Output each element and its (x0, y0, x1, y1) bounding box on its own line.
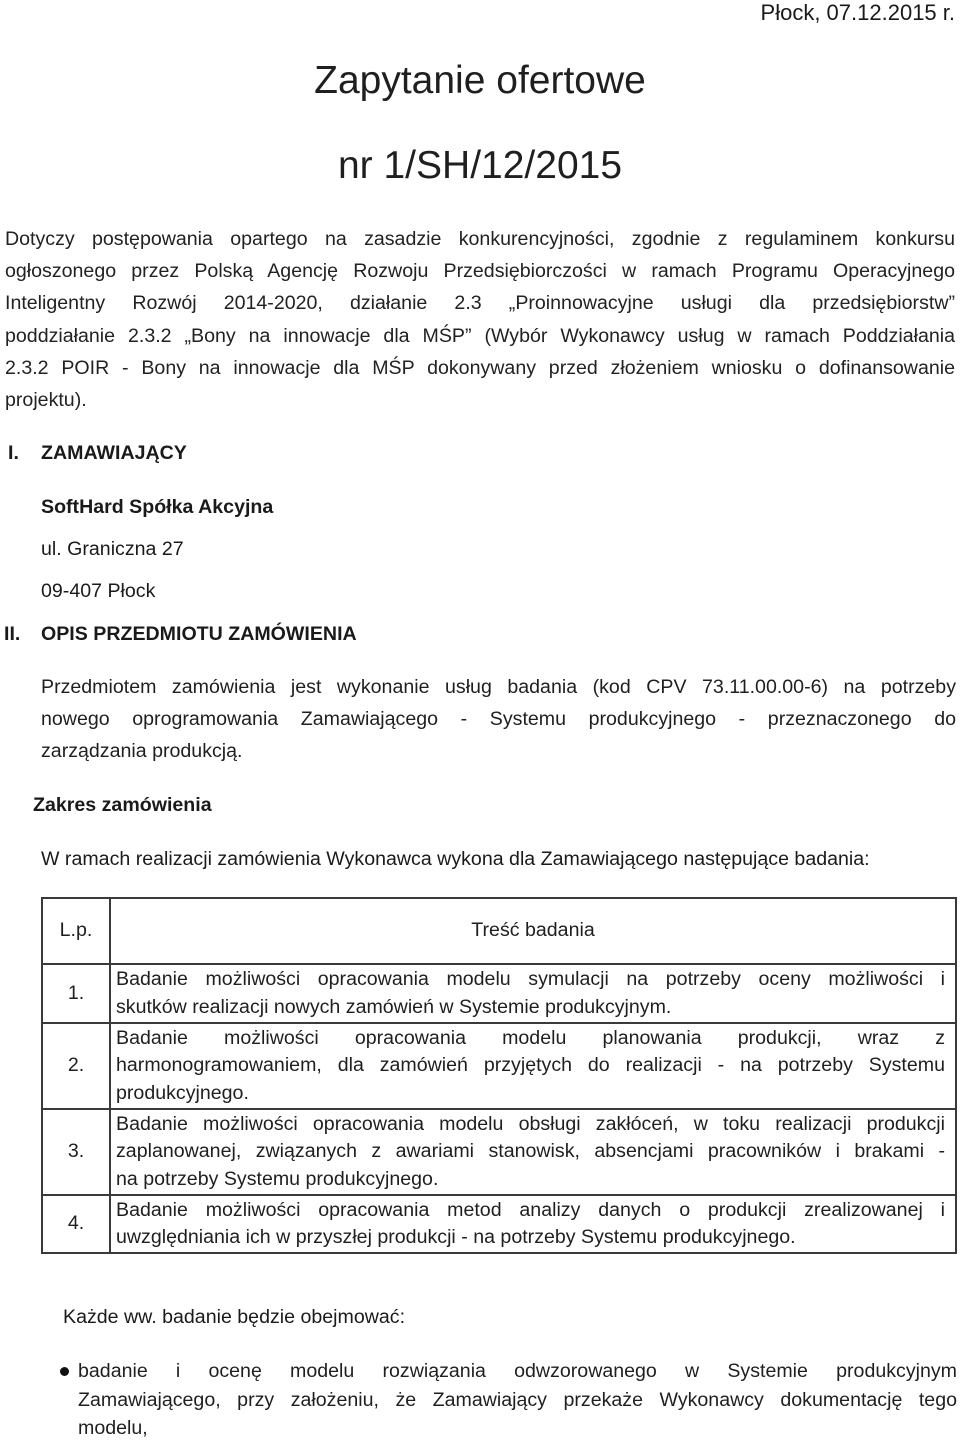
bullet-line: Zamawiającego, przy założeniu, że Zamawiający przekaże Wykonawcy dokumentację tego (78, 1388, 957, 1411)
bullet-list (60, 1357, 957, 1443)
row-line: Badanie możliwości opracowania modelu planowania produkcji, wraz z (116, 1026, 945, 1049)
buyer-street: ul. Graniczna 27 (41, 538, 184, 560)
column-header-content: Treść badania (110, 898, 956, 964)
table-row (42, 1195, 956, 1253)
row-number: 2. (42, 1023, 110, 1109)
row-line: Badanie możliwości opracowania metod analizy danych o produkcji zrealizowanej i (116, 1198, 945, 1221)
section-1-number: I. (8, 442, 19, 464)
document-date: Płock, 07.12.2015 r. (760, 0, 955, 25)
table-header-row (42, 898, 956, 964)
row-content (110, 1195, 956, 1253)
row-number: 4. (42, 1195, 110, 1253)
row-content (110, 964, 956, 1023)
bullet-line: modelu, (78, 1417, 148, 1439)
row-line: harmonogramowaniem, dla zamówień przyjętych do realizacji - na potrzeby Systemu (116, 1054, 945, 1077)
document-number: nr 1/SH/12/2015 (337, 144, 623, 187)
column-header-lp: L.p. (42, 898, 110, 964)
intro-line: Dotyczy postępowania opartego na zasadzie konkurencyjności, zgodnie z regulaminem konkursu (5, 228, 955, 250)
section-2-number: II. (4, 623, 21, 645)
intro-line: 2.3.2 POIR - Bony na innowacje dla MŚP dokonywany przed złożeniem wniosku o dofinansowanie (5, 356, 955, 379)
intro-line: poddziałanie 2.3.2 „Bony na innowacje dla MŚP” (Wybór Wykonawcy usług w ramach Poddziałania (5, 324, 955, 347)
table-row (42, 1023, 956, 1109)
table-row (42, 964, 956, 1023)
row-line: skutków realizacji nowych zamówień w Systemie produkcyjnym. (116, 995, 672, 1018)
description-line: zarządzania produkcją. (41, 740, 243, 762)
document-title: Zapytanie ofertowe (314, 59, 646, 102)
row-line: Badanie możliwości opracowania modelu symulacji na potrzeby oceny możliwości i (116, 968, 945, 990)
studies-table (41, 897, 957, 1254)
scope-intro: W ramach realizacji zamówienia Wykonawca wykona dla Zamawiającego następujące badania: (41, 848, 870, 870)
row-line: produkcyjnego. (116, 1081, 249, 1104)
row-line: zaplanowanej, związanych z awariami stanowisk, absencjami pracowników i brakami - (116, 1140, 945, 1163)
row-content (110, 1023, 956, 1109)
description-line: nowego oprogramowania Zamawiającego - Systemu produkcyjnego - przeznaczonego do (41, 708, 956, 730)
row-content (110, 1109, 956, 1195)
bullet-item (78, 1357, 957, 1443)
buyer-city: 09-407 Płock (41, 580, 156, 602)
bullet-line: badanie i ocenę modelu rozwiązania odwzorowanego w Systemie produkcyjnym (78, 1360, 957, 1382)
row-number: 1. (42, 964, 110, 1023)
intro-line: Inteligentny Rozwój 2014-2020, działanie 2.3 „Proinnowacyjne usługi dla przedsiębiorstw” (5, 292, 955, 315)
description-line: Przedmiotem zamówienia jest wykonanie usług badania (kod CPV 73.11.00.00-6) na potrzeby (41, 676, 956, 698)
scope-heading: Zakres zamówienia (33, 794, 212, 816)
table-row (42, 1109, 956, 1195)
section-1-heading: ZAMAWIAJĄCY (41, 442, 187, 464)
order-description (41, 671, 956, 767)
intro-line: projektu). (5, 389, 87, 412)
each-study-intro: Każde ww. badanie będzie obejmować: (63, 1306, 406, 1328)
intro-paragraph (5, 223, 955, 416)
intro-line: ogłoszonego przez Polską Agencję Rozwoju Przedsiębiorczości w ramach Programu Operacyjnego (5, 260, 955, 283)
row-number: 3. (42, 1109, 110, 1195)
row-line: na potrzeby Systemu produkcyjnego. (116, 1167, 439, 1190)
bullet-icon (60, 1367, 69, 1376)
buyer-company-name: SoftHard Spółka Akcyjna (41, 496, 274, 518)
section-2-heading: OPIS PRZEDMIOTU ZAMÓWIENIA (41, 623, 357, 645)
row-line: uwzględniania ich w przyszłej produkcji - na potrzeby Systemu produkcyjnego. (116, 1226, 796, 1248)
row-line: Badanie możliwości opracowania modelu obsługi zakłóceń, w toku realizacji produkcji (116, 1112, 945, 1135)
